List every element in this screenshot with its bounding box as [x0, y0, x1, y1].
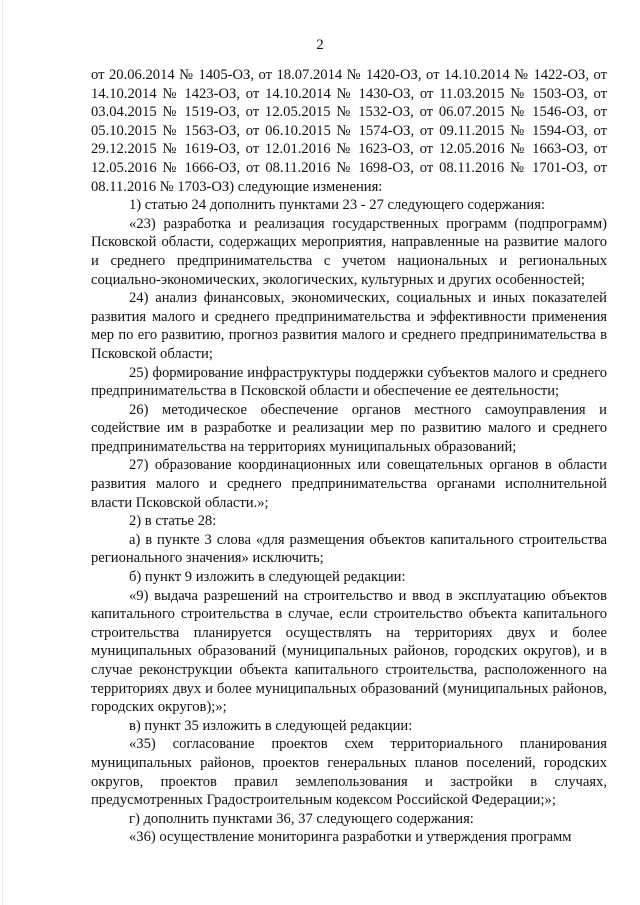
paragraph: б) пункт 9 изложить в следующей редакции: — [129, 569, 406, 586]
paragraph: в) пункт 35 изложить в следующей редакции: — [129, 717, 413, 734]
scan-edge-line — [2, 0, 3, 905]
paragraph: 24) анализ финансовых, экономических, социальных и иных показателей развития малого и среднего предпринимательства и эффективности применения мер по его развитию, прогноз развития малого и среднего предпринимательства в Псковской области; — [91, 290, 607, 362]
page-number: 2 — [316, 37, 324, 53]
paragraph: 1) статью 24 дополнить пунктами 23 - 27 следующего содержания: — [129, 197, 545, 214]
paragraph: г) дополнить пунктами 36, 37 следующего содержания: — [129, 810, 474, 827]
document-body — [91, 66, 607, 847]
paragraph: 26) методическое обеспечение органов местного самоуправления и содействие им в разработке и реализации мер по развитию малого и среднего предпринимательства на территориях муниципальных образований; — [91, 401, 607, 455]
paragraph: от 20.06.2014 № 1405-ОЗ, от 18.07.2014 № 1420-ОЗ, от 14.10.2014 № 1422-ОЗ, от 14.10.2014 № 1423-ОЗ, от 14.10.2014 № 1430-ОЗ, от 11.03.2015 № 1503-ОЗ, от 03.04.2015 № 1519-ОЗ, от 12.05.2015 № 1532-ОЗ, от 06.07.2015 № 1546-ОЗ, от 05.10.2015 № 1563-ОЗ, от 06.10.2015 № 1574-ОЗ, от 09.11.2015 № 1594-ОЗ, от 29.12.2015 № 1619-ОЗ, от 12.01.2016 № 1623-ОЗ, от 12.05.2016 № 1663-ОЗ, от 12.05.2016 № 1666-ОЗ, от 08.11.2016 № 1698-ОЗ, от 08.11.2016 № 1701-ОЗ, от 08.11.2016 № 1703-ОЗ) следующие изменения: — [91, 67, 607, 195]
paragraph: «9) выдача разрешений на строительство и ввод в эксплуатацию объектов капитального строительства в случае, если строительство объекта капитального строительства планируется осуществлять на территориях двух и более муниципальных образований (муниципальных районов, городских округов), и в случае реконструкции объекта капитального строительства, расположенного на территориях двух и более муниципальных образований (муниципальных районов, городских округов);»; — [91, 587, 607, 716]
paragraph: «35) согласование проектов схем территориального планирования муниципальных районов, проектов генеральных планов поселений, городских округов, проектов правил землепользования и застройки в случаях, предусмотренных Градостроительным кодексом Российской Федерации;»; — [91, 736, 607, 809]
paragraph: 2) в статье 28: — [129, 513, 217, 530]
paragraph: «23) разработка и реализация государственных программ (подпрограмм) Псковской области, содержащих мероприятия, направленные на развитие малого и среднего предпринимательства с учетом национальных и региональных социально-экономических, экологических, культурных и других особенностей; — [91, 215, 607, 288]
paragraph: «36) осуществление мониторинга разработки и утверждения программ — [129, 829, 572, 846]
paragraph: 25) формирование инфраструктуры поддержки субъектов малого и среднего предпринимательства в Псковской области и обеспечение ее деятельности; — [91, 364, 607, 400]
paragraph: 27) образование координационных или совещательных органов в области развития малого и среднего предпринимательства органами исполнительной власти Псковской области.»; — [91, 457, 607, 511]
paragraph: а) в пункте 3 слова «для размещения объектов капитального строительства регионального значения» исключить; — [91, 531, 607, 567]
